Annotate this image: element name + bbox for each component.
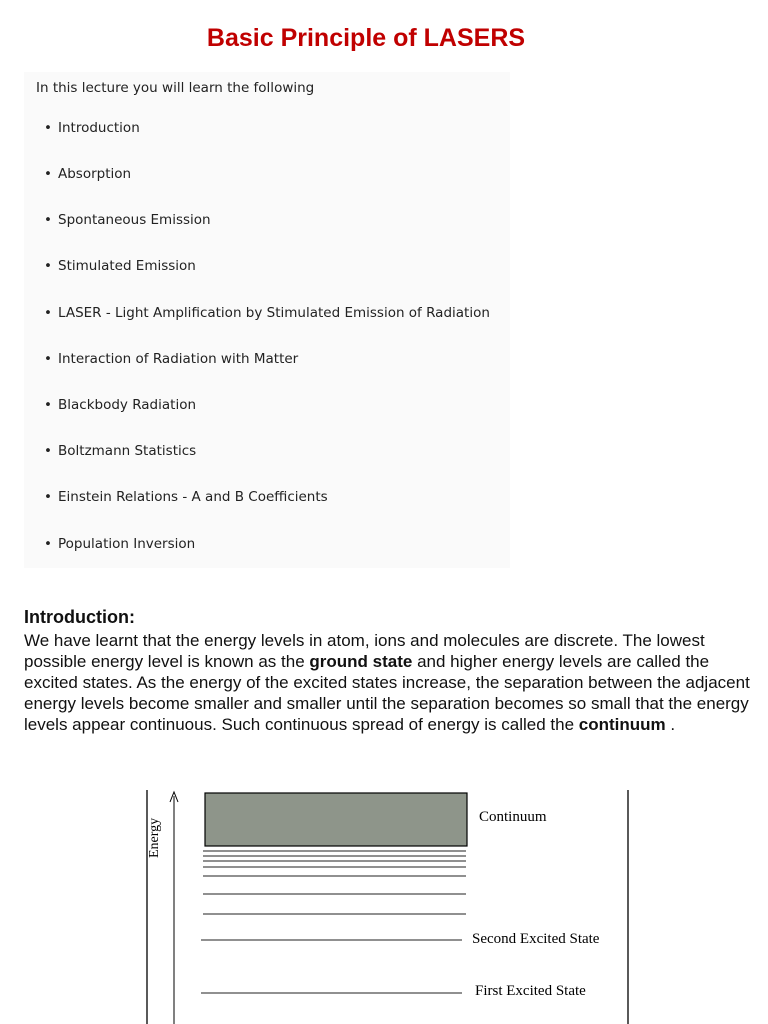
- introduction-heading: Introduction:: [24, 607, 135, 627]
- introduction-paragraph: We have learnt that the energy levels in atom, ions and molecules are discrete. The lowest possible energy level is known as the ground state and higher energy levels are called the excited states. As the energy of the excited states increase, the separation between the adjacent energy levels become smaller and smaller until the separation becomes so small that the energy levels appear continuous. Such continuous spread of energy is called the continuum .: [24, 631, 750, 734]
- second-excited-label: Second Excited State: [472, 931, 600, 947]
- energy-level-diagram: [0, 780, 768, 1024]
- topic-item: • Blackbody Radiation: [44, 397, 197, 413]
- bullet-icon: •: [44, 489, 52, 505]
- topic-item: • Einstein Relations - A and B Coefficients: [44, 489, 328, 505]
- topic-item: • Stimulated Emission: [44, 258, 196, 274]
- energy-axis-label: Energy: [147, 817, 162, 858]
- bullet-icon: •: [44, 166, 52, 182]
- topic-item: • Interaction of Radiation with Matter: [44, 351, 299, 367]
- continuum-band: [205, 793, 467, 846]
- bullet-icon: •: [44, 351, 52, 367]
- lecture-intro: In this lecture you will learn the following: [36, 80, 315, 96]
- topic-item: • Absorption: [44, 166, 132, 182]
- bullet-icon: •: [44, 305, 52, 321]
- bullet-icon: •: [44, 258, 52, 274]
- topic-item: • Population Inversion: [44, 536, 196, 552]
- bullet-icon: •: [44, 536, 52, 552]
- continuum-term: continuum: [578, 715, 666, 734]
- bullet-icon: •: [44, 443, 52, 459]
- topic-item: • LASER - Light Amplification by Stimulated Emission of Radiation: [44, 305, 490, 321]
- first-excited-label: First Excited State: [475, 983, 586, 999]
- topic-item: • Spontaneous Emission: [44, 212, 211, 228]
- bullet-icon: •: [44, 212, 52, 228]
- topic-item: • Introduction: [44, 120, 140, 136]
- topic-item: • Boltzmann Statistics: [44, 443, 197, 459]
- bullet-icon: •: [44, 397, 52, 413]
- ground-state-term: ground state: [309, 652, 413, 671]
- page-title: Basic Principle of LASERS: [206, 24, 526, 52]
- continuum-label: Continuum: [479, 809, 547, 825]
- bullet-icon: •: [44, 120, 52, 136]
